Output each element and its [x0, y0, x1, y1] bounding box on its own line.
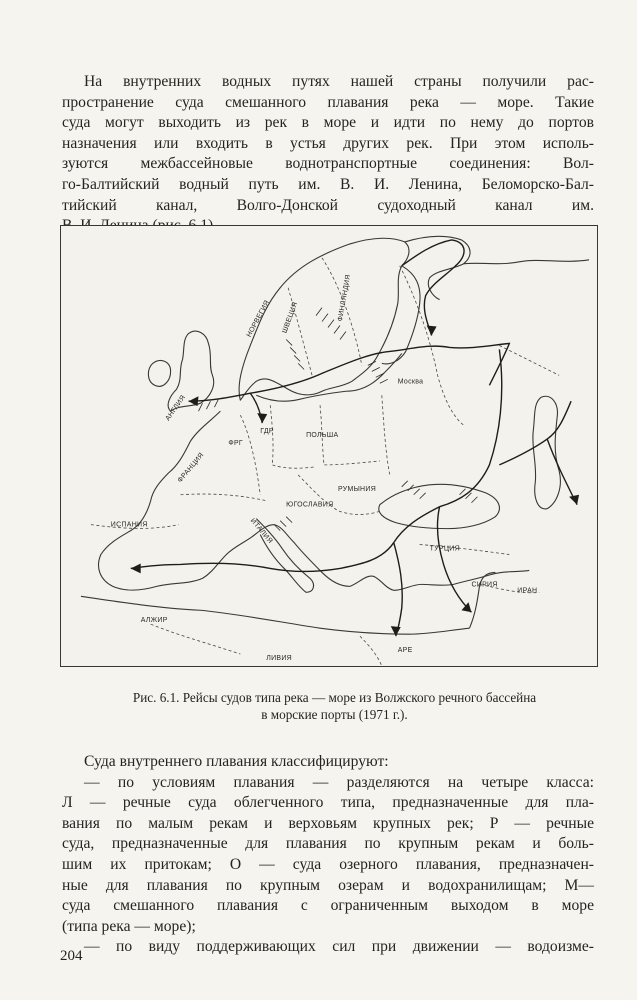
route-line — [189, 343, 510, 401]
border-line — [360, 636, 382, 666]
coast-finland — [382, 266, 420, 364]
coast-baltic — [256, 353, 401, 401]
label-france: ФРАНЦИЯ — [176, 451, 206, 485]
arrowhead — [427, 326, 437, 336]
label-poland: ПОЛЬША — [306, 432, 339, 440]
label-yugoslavia: ЮГОСЛАВИЯ — [286, 501, 334, 509]
text-line: тийский канал, Волго-Донской судоходный канал им. — [62, 196, 594, 214]
caption-line: в морские порты (1971 г.). — [261, 707, 408, 722]
label-finland: ФИНЛЯНДИЯ — [337, 273, 353, 322]
label-italy: ИТАЛИЯ — [248, 517, 274, 546]
text-line: зуются межбассейновые воднотранспортные соединения: Вол- — [62, 155, 594, 173]
caption-line: Рис. 6.1. Рейсы судов типа река — море из Волжского речного бассейна — [132, 690, 537, 705]
text-line: — по условиям плавания — разделяются на четыре класса: — [84, 773, 594, 791]
hatch-mark — [460, 489, 478, 503]
arrowhead — [257, 413, 267, 423]
paragraph-classification — [62, 752, 594, 958]
border-line — [151, 624, 241, 654]
text-line: пространение суда смешанного плавания река — море. Такие — [62, 93, 594, 111]
coast-north-russia — [463, 260, 589, 264]
label-libya: ЛИВИЯ — [266, 655, 293, 663]
border-line — [181, 494, 267, 501]
label-iran: ИРАН — [517, 587, 538, 595]
label-gdr: ГДР — [260, 428, 274, 436]
coast-ireland — [148, 361, 170, 387]
text-line: суда, предназначенные для плавания по крупным рекам и боль- — [62, 835, 594, 853]
text-line: вания по малым рекам и верховьям крупных рек; Р — речные — [62, 814, 594, 832]
label-syria: СИРИЯ — [471, 581, 498, 589]
border-line — [397, 266, 464, 425]
border-line — [499, 345, 559, 375]
label-romania: РУМЫНИЯ — [337, 485, 377, 493]
label-turkey: ТУРЦИЯ — [429, 545, 460, 553]
text-line: суда смешанного плавания с ограниченным выходом в море — [62, 897, 594, 915]
page-number: 204 — [60, 948, 83, 964]
coast-britain — [168, 331, 214, 411]
label-algeria: АЛЖИР — [140, 617, 168, 625]
label-moscow: Москва — [397, 378, 424, 386]
paragraph-intro — [62, 72, 594, 237]
border-line — [382, 395, 390, 475]
europe-map — [61, 226, 597, 666]
coast-caspian — [533, 396, 561, 509]
text-line: (типа река — море); — [62, 917, 196, 935]
arrowhead — [131, 563, 141, 573]
coast-north-africa — [81, 596, 470, 634]
text-line: Л — речные суда облегченного типа, предназначенные для пла- — [62, 794, 594, 812]
text-line: На внутренних водных путях нашей страны получили рас- — [84, 73, 594, 90]
coast-kola — [405, 236, 470, 299]
text-line: суда могут выходить из рек в море и идти по нему до портов — [62, 114, 594, 132]
route-line — [402, 240, 464, 336]
map-figure — [60, 225, 598, 667]
label-england: АНГЛИЯ — [164, 394, 188, 423]
text-line: ные для плавания по крупным озерам и водохранилищам; М— — [62, 876, 594, 894]
text-line: — по виду поддерживающих сил при движении — водоизме- — [84, 938, 594, 956]
border-line — [240, 415, 260, 495]
text-line: го-Балтийский водный путь им. В. И. Ленина, Беломорско-Бал- — [62, 175, 594, 193]
hatch-mark — [286, 339, 304, 369]
text-line: назначения или входить в устья других рек. При этом исполь- — [62, 134, 594, 152]
text-line: Суда внутреннего плавания классифицируют: — [84, 753, 389, 770]
label-spain: ИСПАНИЯ — [110, 521, 148, 529]
route-line — [131, 349, 502, 571]
route-line — [547, 439, 577, 505]
label-are: АРЕ — [397, 647, 413, 655]
route-line — [438, 507, 472, 613]
arrowhead — [569, 495, 579, 505]
label-norway: НОРВЕГИЯ — [245, 299, 272, 339]
arrowhead — [391, 626, 401, 636]
label-frg: ФРГ — [228, 440, 244, 448]
label-sweden: ШВЕЦИЯ — [281, 301, 300, 335]
hatch-mark — [274, 517, 292, 531]
text-line: шим их притокам; О — суда озерного плавания, предназначен- — [62, 855, 594, 873]
figure-caption — [82, 689, 587, 723]
